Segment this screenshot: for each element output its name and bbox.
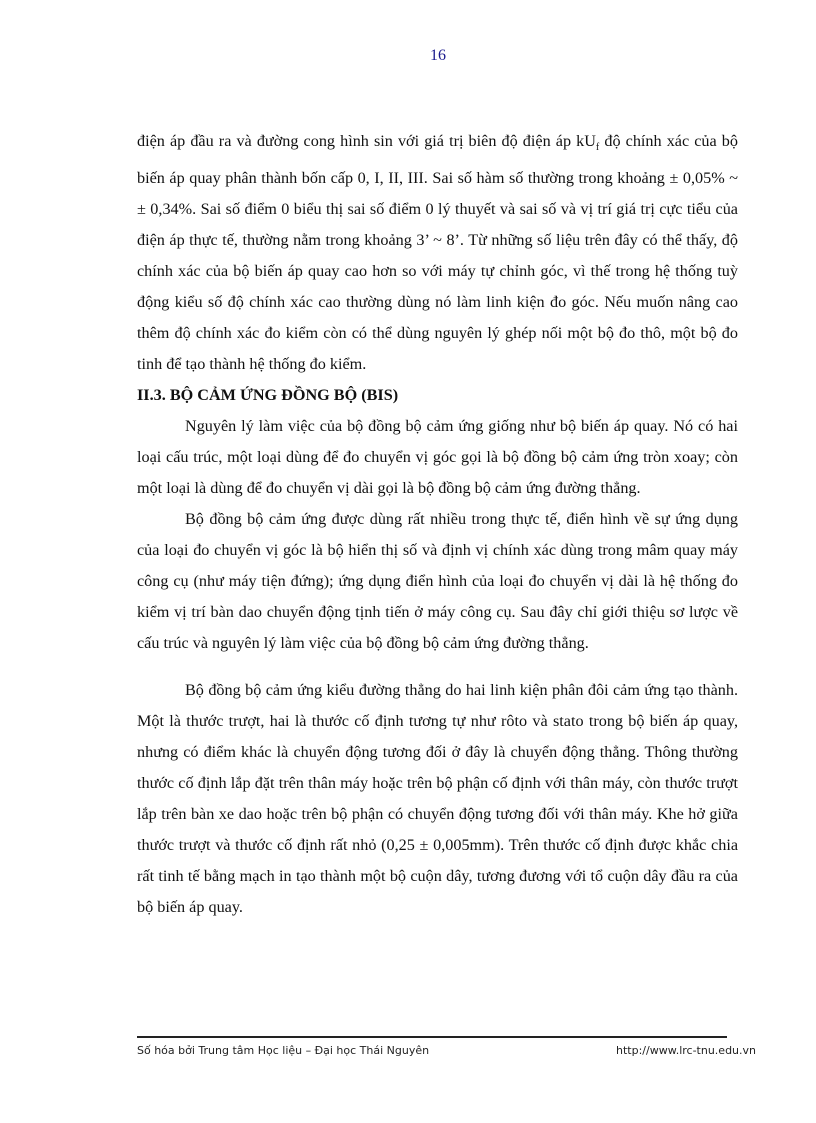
paragraph-principle: Nguyên lý làm việc của bộ đồng bộ cảm ứng giống như bộ biến áp quay. Nó có hai loại cấu trúc, một loại dùng để đo chuyển vị góc gọi là bộ đồng bộ cảm ứng tròn xoay; còn một loại là dùng để đo chuyển vị dài gọi là bộ đồng bộ cảm ứng đường thẳng. xyxy=(137,417,738,498)
footer-source: Số hóa bởi Trung tâm Học liệu – Đại học Thái Nguyên xyxy=(137,1044,430,1057)
body-text xyxy=(137,126,738,923)
paragraph-linear-structure: Bộ đồng bộ cảm ứng kiểu đường thẳng do hai linh kiện phân đôi cảm ứng tạo thành. Một là thước trượt, hai là thước cố định tương tự như rôto và stato trong bộ biến áp quay, nhưng có điểm khác là chuyển động tương đối ở đây là chuyển động thẳng. Thông thường thước cố định lắp đặt trên thân máy hoặc trên bộ phận cố định với thân máy, còn thước trượt lắp trên bàn xe dao hoặc trên bộ phận có chuyển động tương đối với thân máy. Khe hở giữa thước trượt và thước cố định rất nhỏ (0,25 ± 0,005mm). Trên thước cố định được khắc chia rất tinh tế bằng mạch in tạo thành một bộ cuộn dây, tương đương với tổ cuộn dây đầu ra của bộ biến áp quay. xyxy=(137,681,738,917)
paragraph-continued xyxy=(137,126,738,380)
section-heading: II.3. BỘ CẢM ỨNG ĐỒNG BỘ (BIS) xyxy=(137,386,399,405)
footer-divider xyxy=(137,1036,727,1038)
paragraph-continued-start: điện áp đầu ra và đường cong hình sin với giá trị biên độ điện áp kU xyxy=(137,132,596,150)
footer-url: http://www.lrc-tnu.edu.vn xyxy=(616,1044,756,1057)
paragraph-continued-rest: độ chính xác của bộ biến áp quay phân thành bốn cấp 0, I, II, III. Sai số hàm số thường trong khoảng ± 0,05% ~ ± 0,34%. Sai số điểm 0 biểu thị sai số điểm 0 lý thuyết và sai số và vị trí giá trị cực tiểu của điện áp thực tế, thường nằm trong khoảng 3’ ~ 8’. Từ những số liệu trên đây có thể thấy, độ chính xác của bộ biến áp quay cao hơn so với máy tự chỉnh góc, vì thế trong hệ thống tuỳ động kiểu số độ chính xác cao thường dùng nó làm linh kiện đo góc. Nếu muốn nâng cao thêm độ chính xác đo kiểm còn có thể dùng nguyên lý ghép nối một bộ đo thô, một bộ đo tinh để tạo thành hệ thống đo kiểm. xyxy=(137,132,738,374)
paragraph-applications: Bộ đồng bộ cảm ứng được dùng rất nhiều trong thực tế, điển hình về sự ứng dụng của loại đo chuyển vị góc là bộ hiển thị số và định vị chính xác dùng trong mâm quay máy công cụ (như máy tiện đứng); ứng dụng điển hình của loại đo chuyển vị dài là hệ thống đo kiểm vị trí bàn dao chuyển động tịnh tiến ở máy công cụ. Sau đây chỉ giới thiệu sơ lược về cấu trúc và nguyên lý làm việc của bộ đồng bộ cảm ứng đường thẳng. xyxy=(137,510,738,653)
subscript-f: f xyxy=(595,142,600,154)
page-number: 16 xyxy=(430,47,446,64)
